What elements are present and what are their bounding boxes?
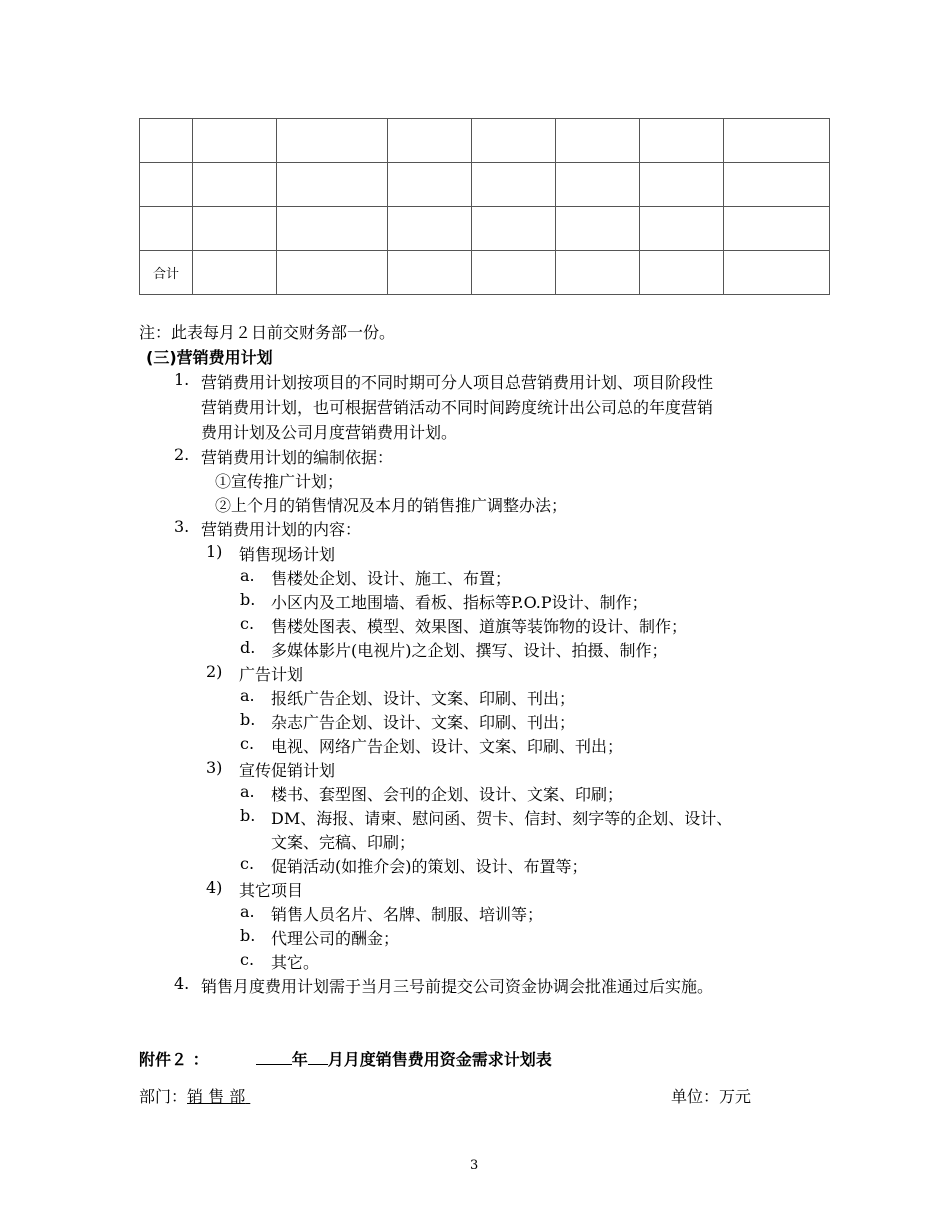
sublist-text: 杂志广告企划、设计、文案、印刷、刊出； (271, 713, 576, 732)
sublist-number: 1) (206, 542, 223, 561)
table-cell (277, 119, 388, 163)
table-cell (640, 163, 724, 207)
sublist-text: 销售人员名片、名牌、制服、培训等； (271, 905, 544, 924)
list-item-text: 营销费用计划按项目的不同时期可分人项目总营销费用计划、项目阶段性 (201, 373, 714, 392)
attachment-label: 附件２ ： (139, 1050, 209, 1069)
year-label: 年 (291, 1050, 308, 1069)
table-cell (556, 119, 640, 163)
expense-table (139, 118, 830, 295)
sublist-letter: c. (240, 734, 255, 753)
sublist-text: 售楼处企划、设计、施工、布置； (271, 569, 512, 588)
sublist-text: 报纸广告企划、设计、文案、印刷、刊出； (271, 689, 576, 708)
list-number: 1. (174, 370, 190, 389)
year-blank (256, 1050, 292, 1065)
table-cell (277, 251, 388, 295)
sublist-letter: a. (240, 566, 255, 585)
sublist-number: 4) (206, 878, 223, 897)
page-number: 3 (470, 1158, 479, 1173)
list-item-text: 营销费用计划的编制依据： (201, 448, 394, 467)
sublist-letter: a. (240, 902, 255, 921)
table-note: 注：此表每月２日前交财务部一份。 (139, 323, 396, 342)
table-cell (556, 207, 640, 251)
sublist-text: 售楼处图表、模型、效果图、道旗等装饰物的设计、制作； (271, 617, 688, 636)
sublist-letter: a. (240, 686, 255, 705)
sublist-letter: b. (240, 806, 256, 825)
list-item-text: 营销费用计划，也可根据营销活动不同时间跨度统计出公司总的年度营销 (201, 398, 714, 417)
list-number: 2. (174, 445, 190, 464)
table-cell (640, 207, 724, 251)
attachment-heading (139, 1047, 552, 1070)
table-cell (277, 207, 388, 251)
table-cell (472, 119, 556, 163)
total-label-cell: 合计 (140, 251, 193, 295)
sublist-text: 广告计划 (239, 665, 304, 684)
dept-label: 部门： (139, 1087, 188, 1106)
sublist-text: DM、海报、请柬、慰问函、贺卡、信封、刻字等的企划、设计、 (271, 809, 733, 828)
attachment-title: 月月度销售费用资金需求计划表 (327, 1050, 552, 1069)
sublist-text: 宣传促销计划 (239, 761, 336, 780)
table-cell (140, 119, 193, 163)
table-cell (193, 163, 277, 207)
table-row (140, 163, 830, 207)
list-number: 4. (174, 974, 190, 993)
table-cell (140, 207, 193, 251)
sublist-text: 促销活动(如推介会)的策划、设计、布置等； (271, 857, 588, 876)
sublist-letter: c. (240, 950, 255, 969)
sublist-text: 其它。 (271, 953, 320, 972)
dept-value: 销 售 部 (187, 1087, 246, 1106)
sublist-text: 电视、网络广告企划、设计、文案、印刷、刊出； (271, 737, 624, 756)
dept-line (139, 1084, 250, 1107)
sublist-text: 销售现场计划 (239, 545, 336, 564)
sublist-text: 其它项目 (239, 881, 304, 900)
sublist-letter: b. (240, 590, 256, 609)
table-cell (472, 207, 556, 251)
table-row-total (140, 251, 830, 295)
table-cell (193, 207, 277, 251)
sublist-text: 楼书、套型图、会刊的企划、设计、文案、印刷； (271, 785, 624, 804)
table-cell (193, 119, 277, 163)
sublist-text: 小区内及工地围墙、看板、指标等P.O.P设计、制作； (271, 593, 648, 612)
table-cell (556, 251, 640, 295)
sublist-letter: b. (240, 926, 256, 945)
table-cell (140, 163, 193, 207)
month-blank (308, 1050, 328, 1065)
table-cell (724, 251, 830, 295)
section-heading: (三)营销费用计划 (146, 348, 273, 367)
table-cell (472, 251, 556, 295)
sublist-letter: c. (240, 614, 255, 633)
list-number: 3. (174, 517, 190, 536)
sublist-number: 3) (206, 758, 223, 777)
sublist-letter: d. (240, 638, 256, 657)
table-cell (388, 163, 472, 207)
table-cell (472, 163, 556, 207)
table-cell (193, 251, 277, 295)
list-item-text: 销售月度费用计划需于当月三号前提交公司资金协调会批准通过后实施。 (201, 977, 714, 996)
table-cell (640, 251, 724, 295)
list-item-text: ②上个月的销售情况及本月的销售推广调整办法； (215, 496, 568, 515)
table-cell (724, 163, 830, 207)
list-item-text: 费用计划及公司月度营销费用计划。 (201, 423, 458, 442)
sublist-letter: c. (240, 854, 255, 873)
table-cell (277, 163, 388, 207)
table-cell (724, 207, 830, 251)
table-cell (556, 163, 640, 207)
table-cell (724, 119, 830, 163)
sublist-letter: b. (240, 710, 256, 729)
sublist-text: 代理公司的酬金； (271, 929, 400, 948)
list-item-text: ①宣传推广计划； (215, 472, 344, 491)
sublist-text: 文案、完稿、印刷； (271, 833, 416, 852)
table-cell (388, 119, 472, 163)
sublist-letter: a. (240, 782, 255, 801)
table-cell (388, 251, 472, 295)
sublist-number: 2) (206, 662, 223, 681)
table-cell (640, 119, 724, 163)
unit-label: 单位：万元 (671, 1087, 752, 1106)
table-row (140, 119, 830, 163)
list-item-text: 营销费用计划的内容： (201, 520, 362, 539)
table-row (140, 207, 830, 251)
sublist-text: 多媒体影片(电视片)之企划、撰写、设计、拍摄、制作； (271, 641, 668, 660)
table-cell (388, 207, 472, 251)
